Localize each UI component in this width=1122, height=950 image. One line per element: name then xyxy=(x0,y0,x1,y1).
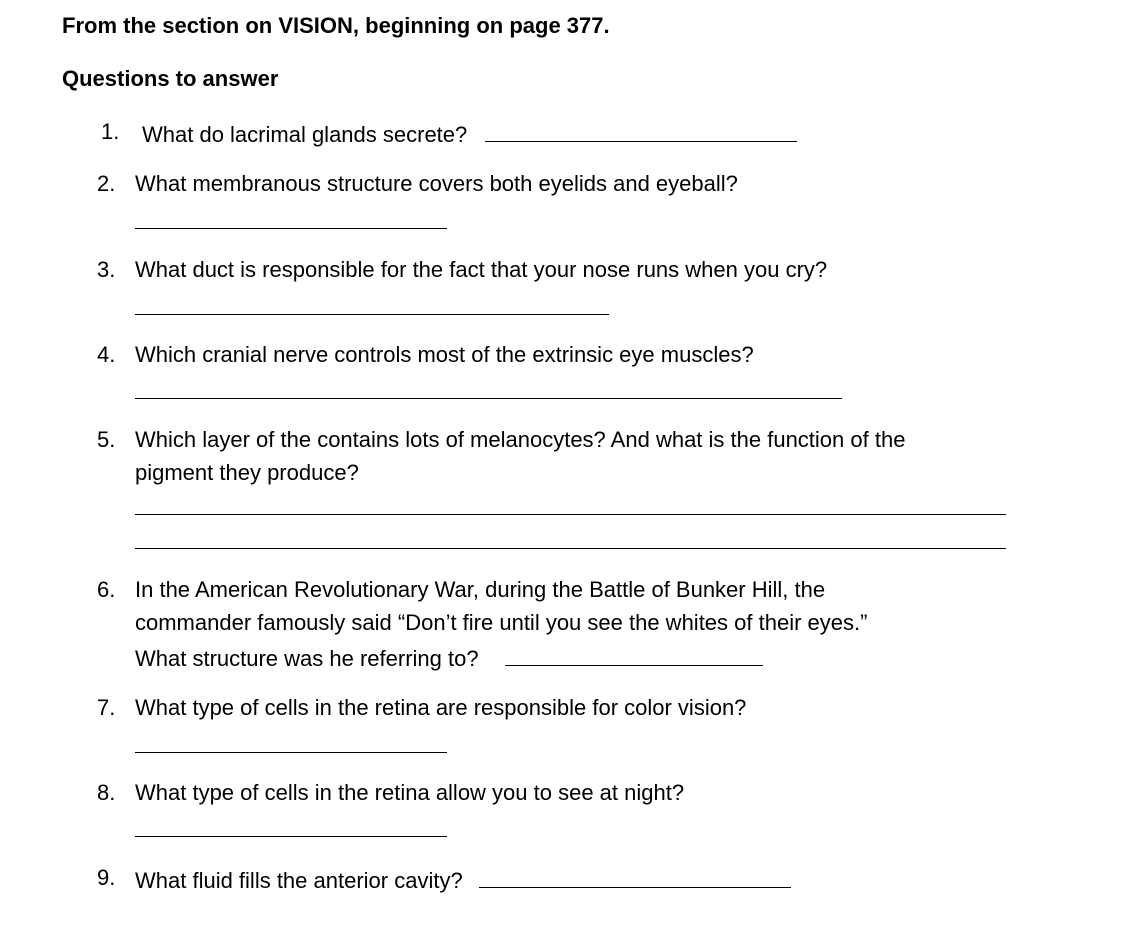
question-text: Which cranial nerve controls most of the extrinsic eye muscles? xyxy=(135,342,754,367)
question-number: 7. xyxy=(97,695,116,720)
question-number: 2. xyxy=(97,171,116,196)
answer-blank-9[interactable] xyxy=(479,862,791,888)
question-text-line-2: pigment they produce? xyxy=(135,460,359,485)
answer-line-5a[interactable] xyxy=(135,514,1006,515)
question-text-line-2: commander famously said “Don’t fire until you see the whites of their eyes.” xyxy=(135,610,868,635)
answer-line-8[interactable] xyxy=(135,836,447,837)
question-number: 9. xyxy=(97,865,116,890)
question-number: 6. xyxy=(97,577,116,602)
question-text: What type of cells in the retina are responsible for color vision? xyxy=(135,695,747,720)
question-text: What do lacrimal glands secrete? xyxy=(142,122,468,147)
question-text-line-1: Which layer of the contains lots of melanocytes? And what is the function of the xyxy=(135,427,906,452)
page-title: From the section on VISION, beginning on page 377. xyxy=(62,13,610,38)
answer-line-4[interactable] xyxy=(135,398,842,399)
question-text: What duct is responsible for the fact that your nose runs when you cry? xyxy=(135,257,828,282)
question-number: 1. xyxy=(101,119,120,144)
question-number: 4. xyxy=(97,342,116,367)
question-text-line-1: In the American Revolutionary War, during the Battle of Bunker Hill, the xyxy=(135,577,826,602)
answer-blank-1[interactable] xyxy=(485,116,797,142)
question-number: 5. xyxy=(97,427,116,452)
answer-line-3[interactable] xyxy=(135,314,609,315)
section-heading: Questions to answer xyxy=(62,66,279,91)
answer-line-5b[interactable] xyxy=(135,548,1006,549)
question-number: 3. xyxy=(97,257,116,282)
answer-blank-6[interactable] xyxy=(505,640,763,666)
question-text-line-3: What structure was he referring to? xyxy=(135,646,479,671)
question-text: What type of cells in the retina allow you to see at night? xyxy=(135,780,685,805)
question-number: 8. xyxy=(97,780,116,805)
question-text: What fluid fills the anterior cavity? xyxy=(135,868,463,893)
answer-line-2[interactable] xyxy=(135,228,447,229)
answer-line-7[interactable] xyxy=(135,752,447,753)
question-text: What membranous structure covers both eyelids and eyeball? xyxy=(135,171,738,196)
